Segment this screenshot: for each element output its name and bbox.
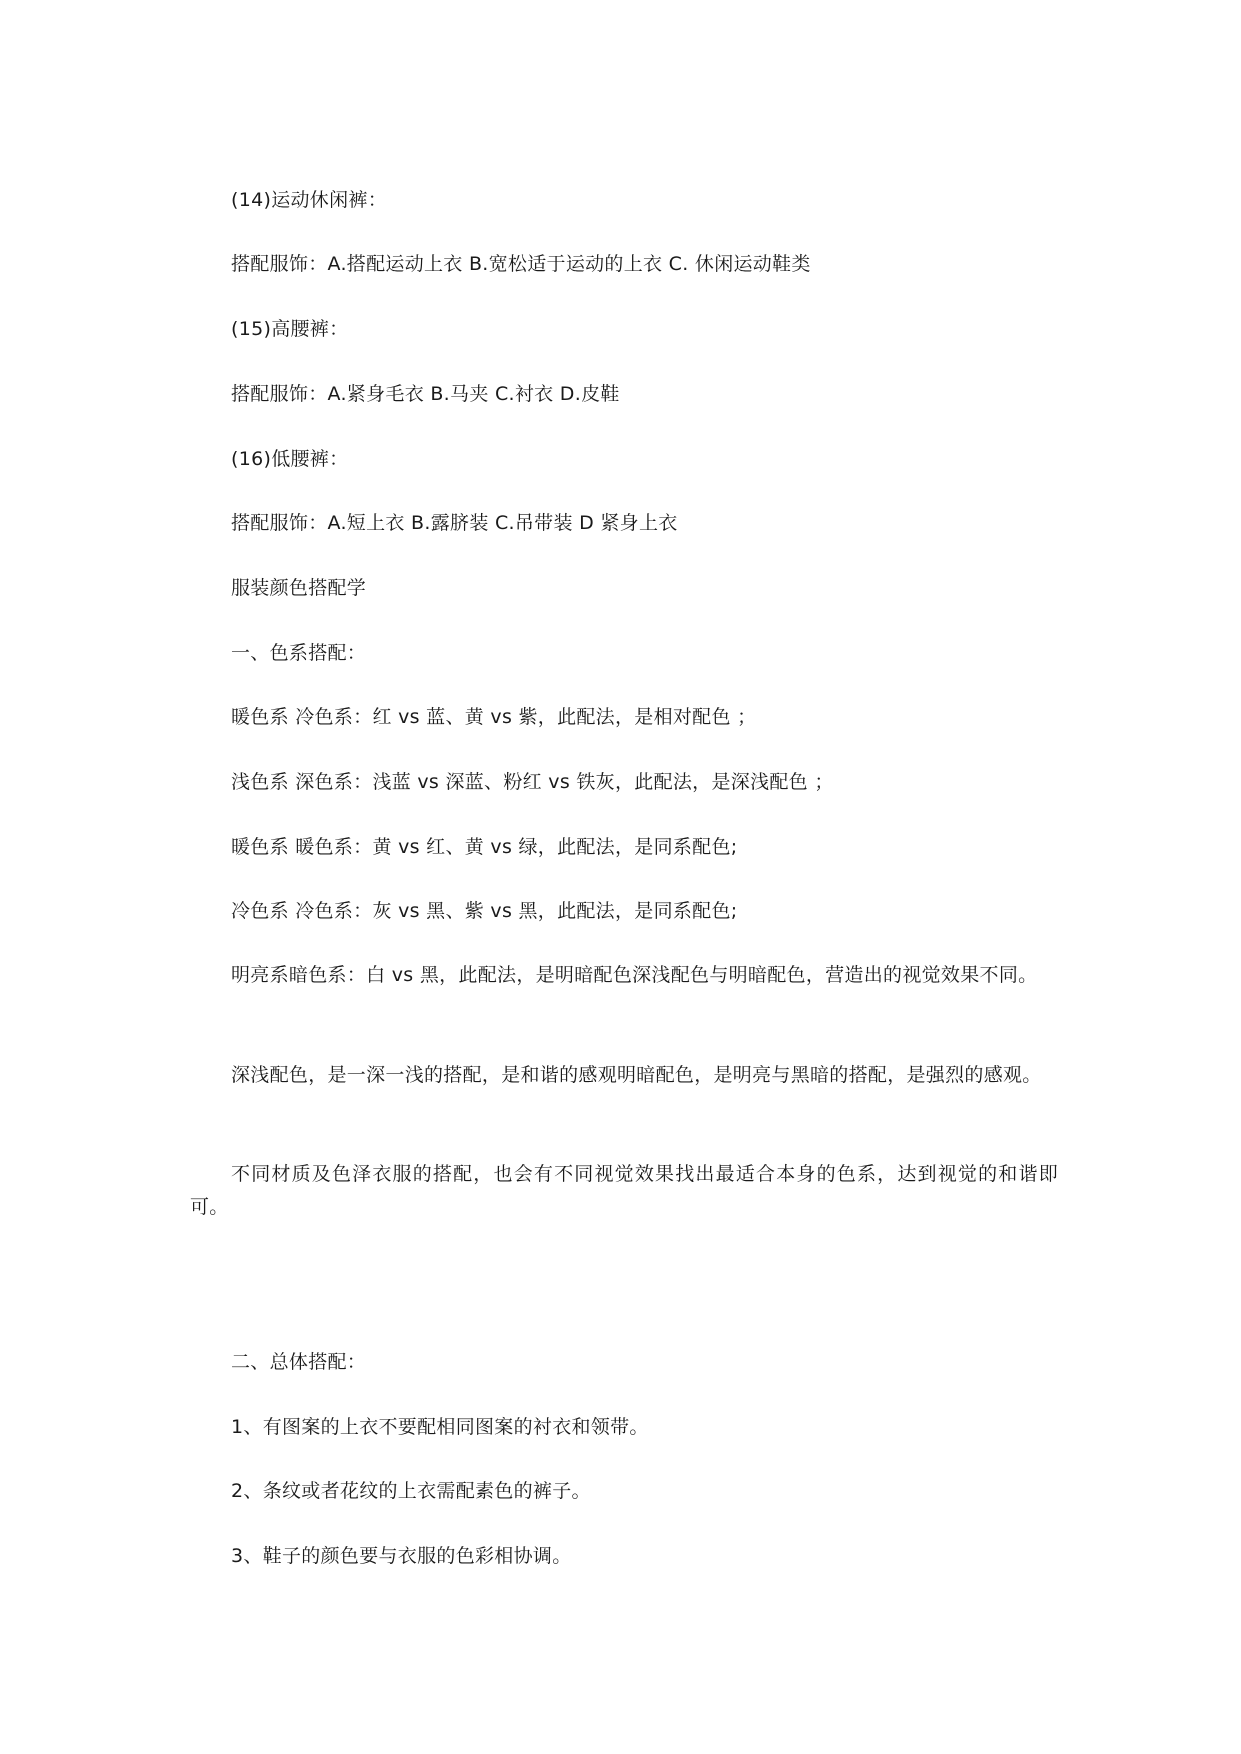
matching-items-14: 搭配服饰：A.搭配运动上衣 B.宽松适于运动的上衣 C. 休闲运动鞋类 <box>231 253 811 275</box>
overall-rule-3: 3、鞋子的颜色要与衣服的色彩相协调。 <box>231 1545 572 1567</box>
heading-14-sport-pants: (14)运动休闲裤： <box>231 189 388 211</box>
heading-15-high-waist-pants: (15)高腰裤： <box>231 318 349 340</box>
heading-overall-matching: 二、总体搭配： <box>231 1351 367 1373</box>
overall-rule-1: 1、有图案的上衣不要配相同图案的衬衣和领带。 <box>231 1416 649 1438</box>
section-title-color-matching: 服装颜色搭配学 <box>231 577 367 599</box>
matching-items-15: 搭配服饰：A.紧身毛衣 B.马夹 C.衬衣 D.皮鞋 <box>231 383 620 405</box>
color-rule-warm-cool: 暖色系 冷色系：红 vs 蓝、黄 vs 紫，此配法，是相对配色 ； <box>231 706 757 728</box>
paragraph-materials: 不同材质及色泽衣服的搭配，也会有不同视觉效果找出最适合本身的色系，达到视觉的和谐即可。 <box>190 1163 1058 1218</box>
color-rule-cool-cool: 冷色系 冷色系：灰 vs 黑、紫 vs 黑，此配法，是同系配色; <box>231 900 738 922</box>
heading-16-low-waist-pants: (16)低腰裤： <box>231 448 349 470</box>
paragraph-bright-dark: 明亮系暗色系：白 vs 黑，此配法，是明暗配色深浅配色与明暗配色，营造出的视觉效果不同。 <box>231 964 1038 986</box>
color-rule-warm-warm: 暖色系 暖色系：黄 vs 红、黄 vs 绿，此配法，是同系配色; <box>231 836 738 858</box>
matching-items-16: 搭配服饰：A.短上衣 B.露脐装 C.吊带装 D 紧身上衣 <box>231 512 678 534</box>
heading-color-system: 一、色系搭配： <box>231 642 367 664</box>
overall-rule-2: 2、条纹或者花纹的上衣需配素色的裤子。 <box>231 1480 591 1502</box>
color-rule-light-dark: 浅色系 深色系：浅蓝 vs 深蓝、粉红 vs 铁灰，此配法，是深浅配色 ； <box>231 771 834 793</box>
paragraph-deep-light: 深浅配色，是一深一浅的搭配，是和谐的感观明暗配色，是明亮与黑暗的搭配，是强烈的感观。 <box>231 1064 1042 1086</box>
